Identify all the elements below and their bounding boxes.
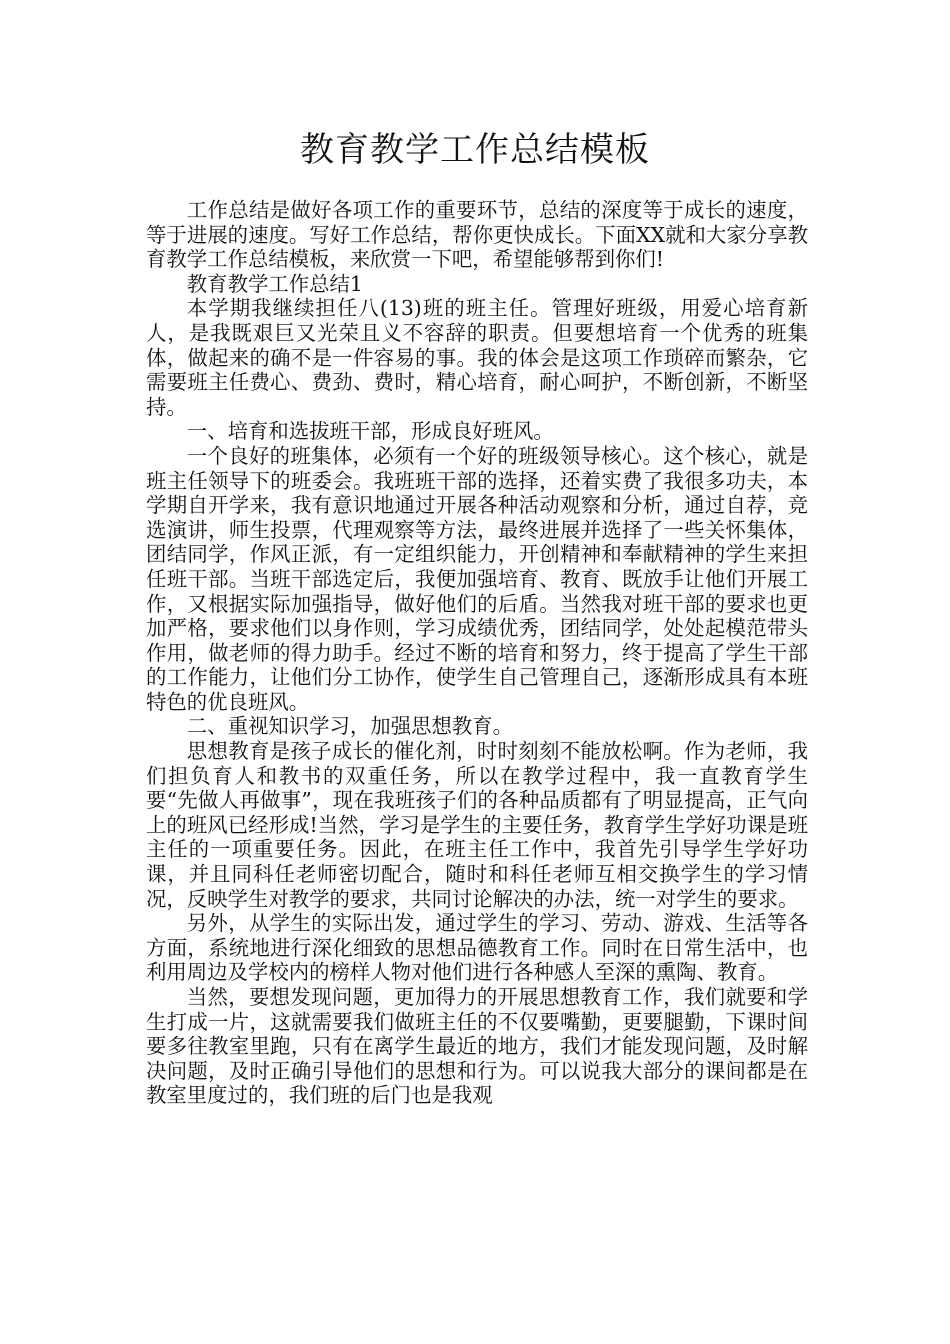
document-title: 教育教学工作总结模板 <box>300 130 650 170</box>
body-paragraph: 当然，要想发现问题，更加得力的开展思想教育工作，我们就要和学生打成一片，这就需要我们做班主任的不仅要嘴勤，更要腿勤，下课时间要多往教室里跑，只有在离学生最近的地方，我们才能发现问题，及时解决问题，及时正确引导他们的思想和行为。可以说我大部分的课间都是在教室里度过的，我们班的后门也是我观 <box>146 985 808 1108</box>
document-body <box>146 198 808 1108</box>
body-paragraph: 思想教育是孩子成长的催化剂，时时刻刻不能放松啊。作为老师，我们担负育人和教书的双重任务，所以在教学过程中，我一直教育学生要“先做人再做事”，现在我班孩子们的各种品质都有了明显提高，正气向上的班风已经形成!当然，学习是学生的主要任务，教育学生学好功课是班主任的一项重要任务。因此，在班主任工作中，我首先引导学生学好功课，并且同科任老师密切配合，随时和科任老师互相交换学生的学习情况，反映学生对教学的要求，共同讨论解决的办法，统一对学生的要求。 <box>146 739 808 911</box>
subsection-heading-1: 一、培育和选拔班干部，形成良好班风。 <box>186 419 554 444</box>
intro-paragraph: 工作总结是做好各项工作的重要环节，总结的深度等于成长的速度，等于进展的速度。写好工作总结，帮你更快成长。下面XX就和大家分享教育教学工作总结模板，来欣赏一下吧，希望能够帮到你们! <box>146 198 808 272</box>
section-heading-summary-1: 教育教学工作总结1 <box>186 271 363 296</box>
subsection-heading-2: 二、重视知识学习，加强思想教育。 <box>186 714 514 739</box>
body-paragraph: 本学期我继续担任八(13)班的班主任。管理好班级，用爱心培育新人，是我既艰巨又光荣且义不容辞的职责。但要想培育一个优秀的班集体，做起来的确不是一件容易的事。我的体会是这项工作琐碎而繁杂，它需要班主任费心、费劲、费时，精心培育，耐心呵护，不断创新，不断坚持。 <box>146 296 808 419</box>
body-paragraph: 另外，从学生的实际出发，通过学生的学习、劳动、游戏、生活等各方面，系统地进行深化细致的思想品德教育工作。同时在日常生活中，也利用周边及学校内的榜样人物对他们进行各种感人至深的熏陶、教育。 <box>146 911 808 985</box>
body-paragraph: 一个良好的班集体，必须有一个好的班级领导核心。这个核心，就是班主任领导下的班委会。我班班干部的选择，还着实费了我很多功夫，本学期自开学来，我有意识地通过开展各种活动观察和分析，通过自荐，竞选演讲，师生投票，代理观察等方法，最终进展并选择了一些关怀集体，团结同学，作风正派，有一定组织能力，开创精神和奉献精神的学生来担任班干部。当班干部选定后，我便加强培育、教育、既放手让他们开展工作，又根据实际加强指导，做好他们的后盾。当然我对班干部的要求也更加严格，要求他们以身作则，学习成绩优秀，团结同学，处处起模范带头作用，做老师的得力助手。经过不断的培育和努力，终于提高了学生干部的工作能力，让他们分工协作，使学生自己管理自己，逐渐形成具有本班特色的优良班风。 <box>146 443 808 714</box>
